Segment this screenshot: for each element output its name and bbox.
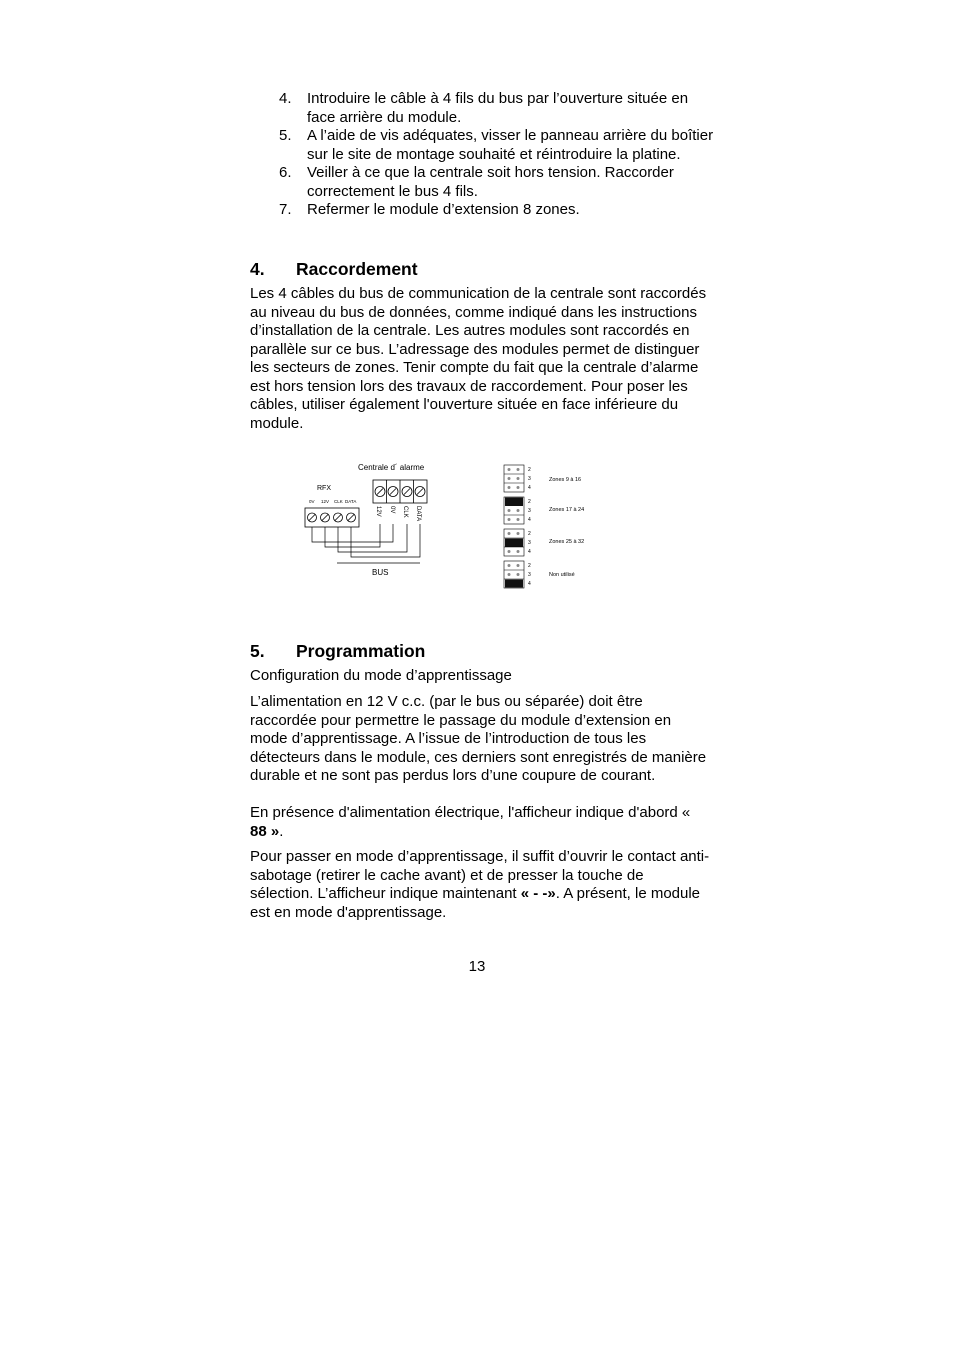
jumper-pin-label: 2 <box>528 467 531 473</box>
text-run: . A présent, le module est en mode d'apprentissage. <box>250 885 701 921</box>
centrale-terminal-label: CLK <box>402 506 408 518</box>
centrale-terminal-label: 0V <box>389 506 395 514</box>
jumper-cap <box>505 580 523 588</box>
jumper-cap <box>505 539 523 548</box>
section-title: Programmation <box>296 641 426 661</box>
step-number: 4. <box>279 90 292 107</box>
section-number: 5. <box>250 641 265 661</box>
jumper-pin-label: 3 <box>528 508 531 514</box>
wiring-diagram <box>300 456 610 591</box>
jumper-block <box>504 497 584 524</box>
jumper-pin-label: 4 <box>528 581 531 587</box>
step-text: A l’aide de vis adéquates, visser le panneau arrière du boîtier sur le site de montage souhaité et réintroduire la platine. <box>307 127 714 163</box>
jumper-pin-label: 3 <box>528 540 531 546</box>
rfx-terminal-label: CLK <box>334 499 343 504</box>
jumper-pin-label: 4 <box>528 549 531 555</box>
jumper-pin-label: 2 <box>528 531 531 537</box>
centrale-terminal-label: 12V <box>375 506 381 517</box>
step-text: Veiller à ce que la centrale soit hors tension. Raccorder correctement le bus 4 fils. <box>307 164 674 200</box>
jumper-block <box>504 561 575 588</box>
rfx-label: RFX <box>317 485 331 492</box>
bus-wires <box>312 524 420 563</box>
bus-label: BUS <box>372 568 389 577</box>
section-5-paragraph <box>250 804 710 841</box>
jumper-pin-label: 4 <box>528 517 531 523</box>
section-5-heading <box>250 640 425 662</box>
wire-clk <box>338 524 407 552</box>
display-value: « - -» <box>520 885 556 902</box>
step-number: 6. <box>279 164 292 181</box>
jumper-block <box>504 465 581 492</box>
display-value: 88 » <box>250 822 280 840</box>
jumper-pin-label: 4 <box>528 485 531 491</box>
text-run: . <box>279 822 284 840</box>
step-number: 7. <box>279 201 292 218</box>
section-5-paragraph: L’alimentation en 12 V c.c. (par le bus ou séparée) doit être raccordée pour permettre le passage du module d’extension en mode d’apprentissage. A l’issue de l’introduction de tous les détecteurs dans le module, ces derniers sont enregistrés de manière durable et ne sont pas perdus lors d’une coupure de courant. <box>250 693 707 784</box>
step-text: Refermer le module d’extension 8 zones. <box>307 201 580 218</box>
text-run: Pour passer en mode d’apprentissage, il suffit d’ouvrir le contact anti-sabotage (retirer le cache avant) et de presser la touche de sélection. L’afficheur indique maintenant <box>250 848 710 902</box>
list-item <box>250 90 720 127</box>
list-item <box>250 127 720 164</box>
section-4-body: Les 4 câbles du bus de communication de la centrale sont raccordés au niveau du bus de données, comme indiqué dans les instructions d’installation de la centrale. Les autres modules sont raccordés en parallèle sur ce bus. L’adressage des modules permet de distinguer les secteurs de zones. Tenir compte du fait que la centrale d’alarme est hors tension lors des travaux de raccordement. Pour poser les câbles, utiliser également l'ouverture située en face inférieure du module. <box>250 285 707 432</box>
page-number: 13 <box>468 958 486 975</box>
jumper-pin-label: 2 <box>528 499 531 505</box>
list-item <box>250 201 720 220</box>
section-title: Raccordement <box>296 259 418 279</box>
centrale-label: Centrale d´ alarme <box>358 463 425 472</box>
step-number: 5. <box>279 127 292 144</box>
step-text: Introduire le câble à 4 fils du bus par l’ouverture située en face arrière du module. <box>307 90 689 126</box>
jumper-pin-label: 2 <box>528 563 531 569</box>
jumper-setting-label: Zones 9 à 16 <box>549 477 582 483</box>
section-number: 4. <box>250 259 265 279</box>
jumper-pin-label: 3 <box>528 476 531 482</box>
section-4-heading <box>250 258 418 280</box>
section-5-subtitle: Configuration du mode d’apprentissage <box>250 667 512 684</box>
jumper-block <box>504 529 584 556</box>
centrale-screw-terminals <box>375 480 425 503</box>
centrale-terminal-label: DATA <box>415 506 421 522</box>
rfx-terminal-label: 12V <box>321 499 330 504</box>
jumper-pin-label: 3 <box>528 572 531 578</box>
jumper-setting-label: Zones 25 à 32 <box>549 539 585 545</box>
text-run: En présence d'alimentation électrique, l'afficheur indique d'abord « <box>250 804 691 821</box>
rfx-terminal-label: 0V <box>309 499 315 504</box>
installation-steps-list <box>250 90 720 220</box>
jumper-setting-label: Zones 17 à 24 <box>549 507 585 513</box>
rfx-screw-terminals <box>308 513 356 522</box>
list-item <box>250 164 720 201</box>
jumper-setting-label: Non utilisé <box>549 572 575 578</box>
rfx-terminal-label: DATA <box>345 499 357 504</box>
section-5-paragraph <box>250 848 710 922</box>
jumper-cap <box>505 498 523 507</box>
wire-12v <box>325 524 380 547</box>
